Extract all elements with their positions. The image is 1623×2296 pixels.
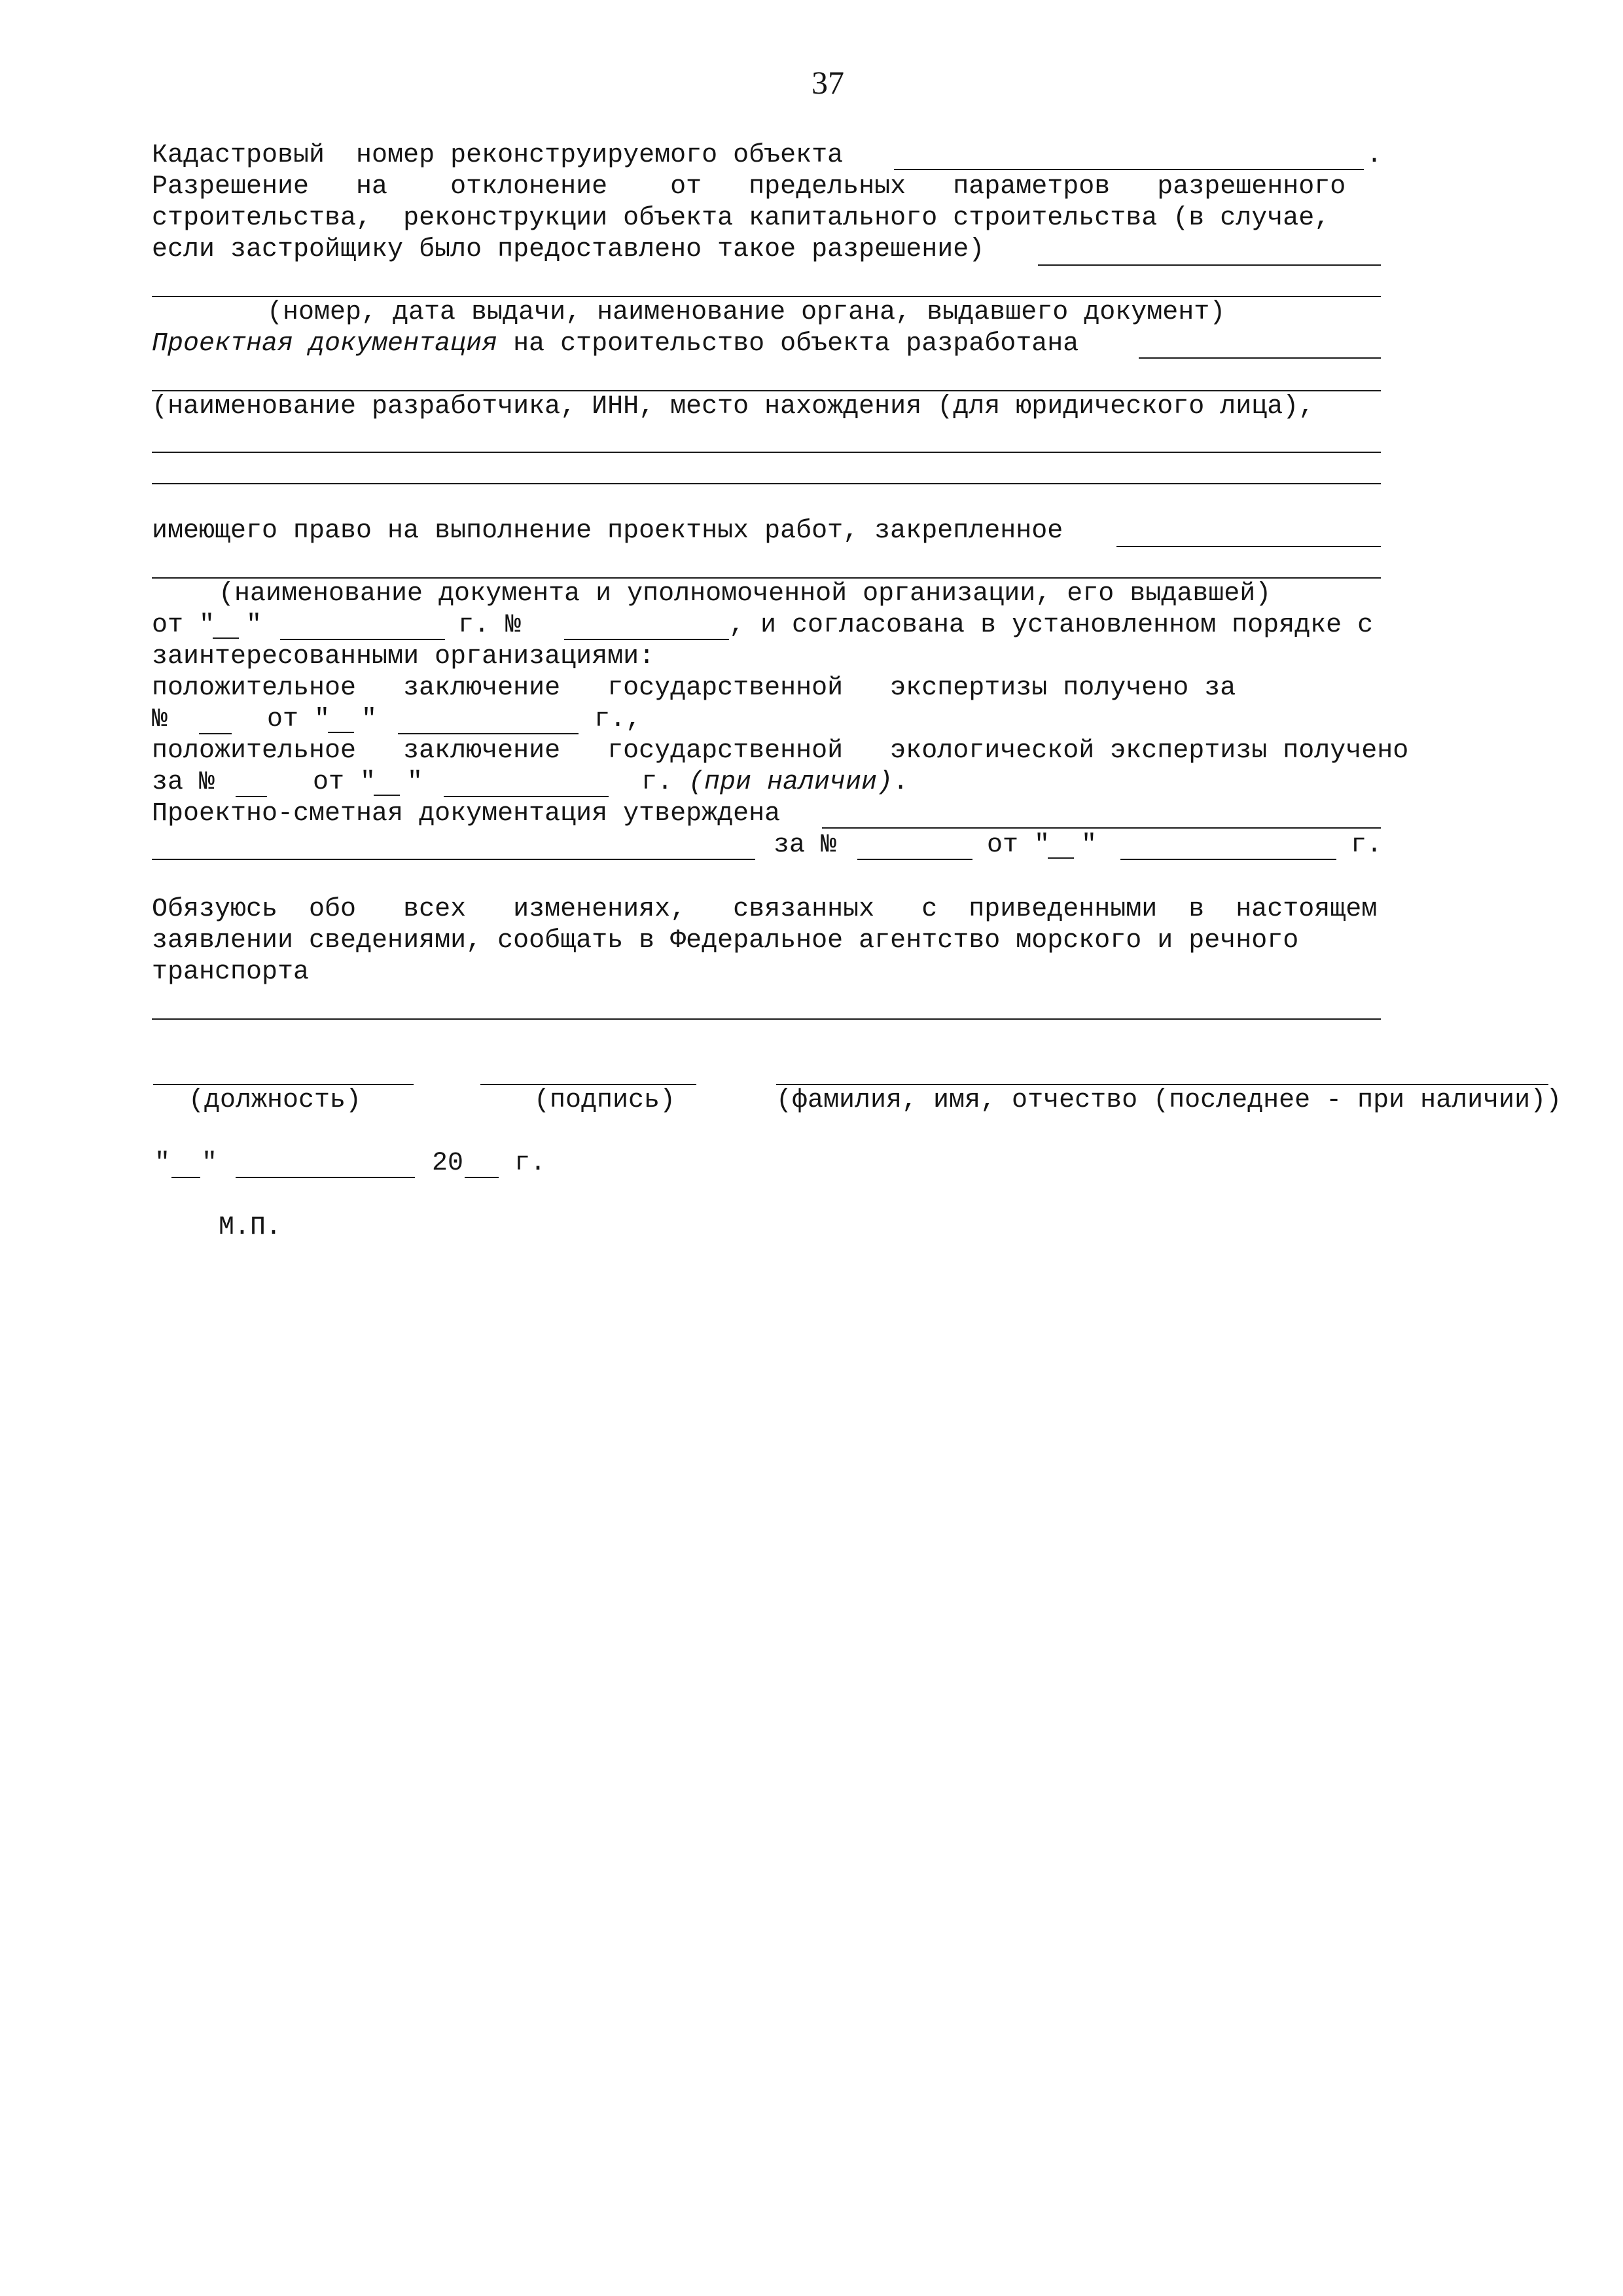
- obligation-line-3: транспорта: [152, 958, 310, 987]
- cadastral-end: .: [1366, 141, 1383, 170]
- cadastral-label: Кадастровый номер реконструируемого объекта: [152, 141, 844, 170]
- eco-expertise-note: (при наличии): [688, 768, 893, 797]
- state-expertise-month-field[interactable]: [398, 733, 579, 734]
- project-docs-label-italic: Проектная документация: [152, 329, 498, 359]
- rights-caption: (наименование документа и уполномоченной организации, его выдавшей): [219, 579, 1272, 609]
- full-name-caption: (фамилия, имя, отчество (последнее - при наличии)): [776, 1086, 1562, 1115]
- date-year-prefix: 20: [432, 1149, 464, 1178]
- date-quote: " ": [154, 1149, 218, 1178]
- permission-line-2: строительства, реконструкции объекта капитального строительства (в случае,: [152, 204, 1330, 233]
- estimate-field-2[interactable]: [152, 859, 755, 860]
- position-caption: (должность): [188, 1086, 362, 1115]
- eco-expertise-line: положительное заключение государственной экологической экспертизы получено: [152, 736, 1409, 766]
- signature-caption: (подпись): [534, 1086, 676, 1115]
- state-expertise-year-label: г.,: [594, 705, 642, 734]
- date-year-suffix: г.: [514, 1149, 546, 1178]
- stamp-label: М.П.: [219, 1213, 282, 1242]
- rights-field-1[interactable]: [1116, 546, 1381, 547]
- eco-expertise-month-field[interactable]: [444, 796, 609, 797]
- eco-expertise-num-label: за №: [152, 768, 215, 797]
- estimate-from-label: от " ": [987, 831, 1097, 860]
- cadastral-field[interactable]: [894, 169, 1364, 170]
- project-docs-label: [152, 329, 1079, 360]
- eco-expertise-day-field[interactable]: [374, 795, 400, 796]
- eco-expertise-note-end: .: [893, 768, 909, 797]
- estimate-field-1[interactable]: [822, 827, 1381, 829]
- rights-month-field[interactable]: [280, 639, 445, 640]
- state-expertise-num-label: №: [152, 705, 168, 734]
- project-docs-field-3[interactable]: [152, 452, 1381, 453]
- permission-line-1: Разрешение на отклонение от предельных параметров разрешенного: [152, 172, 1346, 202]
- date-year-field[interactable]: [465, 1177, 499, 1178]
- rights-number-field[interactable]: [564, 639, 729, 640]
- obligation-line-1: Обязуюсь обо всех изменениях, связанных с приведенными в настоящем: [152, 895, 1378, 924]
- project-docs-caption: (наименование разработчика, ИНН, место нахождения (для юридического лица),: [152, 392, 1315, 422]
- project-docs-field-1[interactable]: [1139, 357, 1381, 359]
- eco-expertise-year-label: г.: [641, 768, 689, 797]
- eco-expertise-year-note: [641, 767, 908, 798]
- project-docs-field-4[interactable]: [152, 483, 1381, 484]
- obligation-line-2: заявлении сведениями, сообщать в Федеральное агентство морского и речного: [152, 926, 1299, 956]
- rights-orgs-line: заинтересованными организациями:: [152, 642, 655, 672]
- state-expertise-line: положительное заключение государственной экспертизы получено за: [152, 673, 1236, 703]
- eco-expertise-num-field[interactable]: [236, 796, 267, 797]
- obligation-field[interactable]: [152, 1018, 1381, 1020]
- page-number: 37: [812, 64, 844, 101]
- state-expertise-num-field[interactable]: [199, 733, 232, 734]
- rights-label: имеющего право на выполнение проектных работ, закрепленное: [152, 516, 1063, 546]
- permission-caption: (номер, дата выдачи, наименование органа, выдавшего документ): [267, 298, 1226, 327]
- estimate-day-field[interactable]: [1048, 857, 1074, 859]
- permission-field-1[interactable]: [1038, 264, 1381, 266]
- state-expertise-day-field[interactable]: [328, 732, 354, 733]
- project-docs-label-rest: на строительство объекта разработана: [497, 329, 1079, 359]
- date-day-field[interactable]: [171, 1177, 200, 1178]
- eco-expertise-from-label: от " ": [313, 768, 423, 797]
- estimate-label: Проектно-сметная документация утверждена: [152, 799, 781, 829]
- permission-line-3: если застройщику было предоставлено такое разрешение): [152, 235, 985, 264]
- state-expertise-from-label: от " ": [267, 705, 378, 734]
- rights-day-field[interactable]: [213, 637, 239, 639]
- rights-from-label: от " ": [152, 611, 262, 640]
- estimate-za-label: за №: [774, 831, 837, 860]
- rights-agreed-text: , и согласована в установленном порядке с: [729, 611, 1374, 640]
- rights-year-number-label: г. №: [458, 611, 522, 640]
- estimate-num-field[interactable]: [857, 859, 972, 860]
- date-month-field[interactable]: [236, 1177, 415, 1178]
- estimate-month-field[interactable]: [1120, 859, 1336, 860]
- estimate-year-label: г.: [1351, 831, 1383, 860]
